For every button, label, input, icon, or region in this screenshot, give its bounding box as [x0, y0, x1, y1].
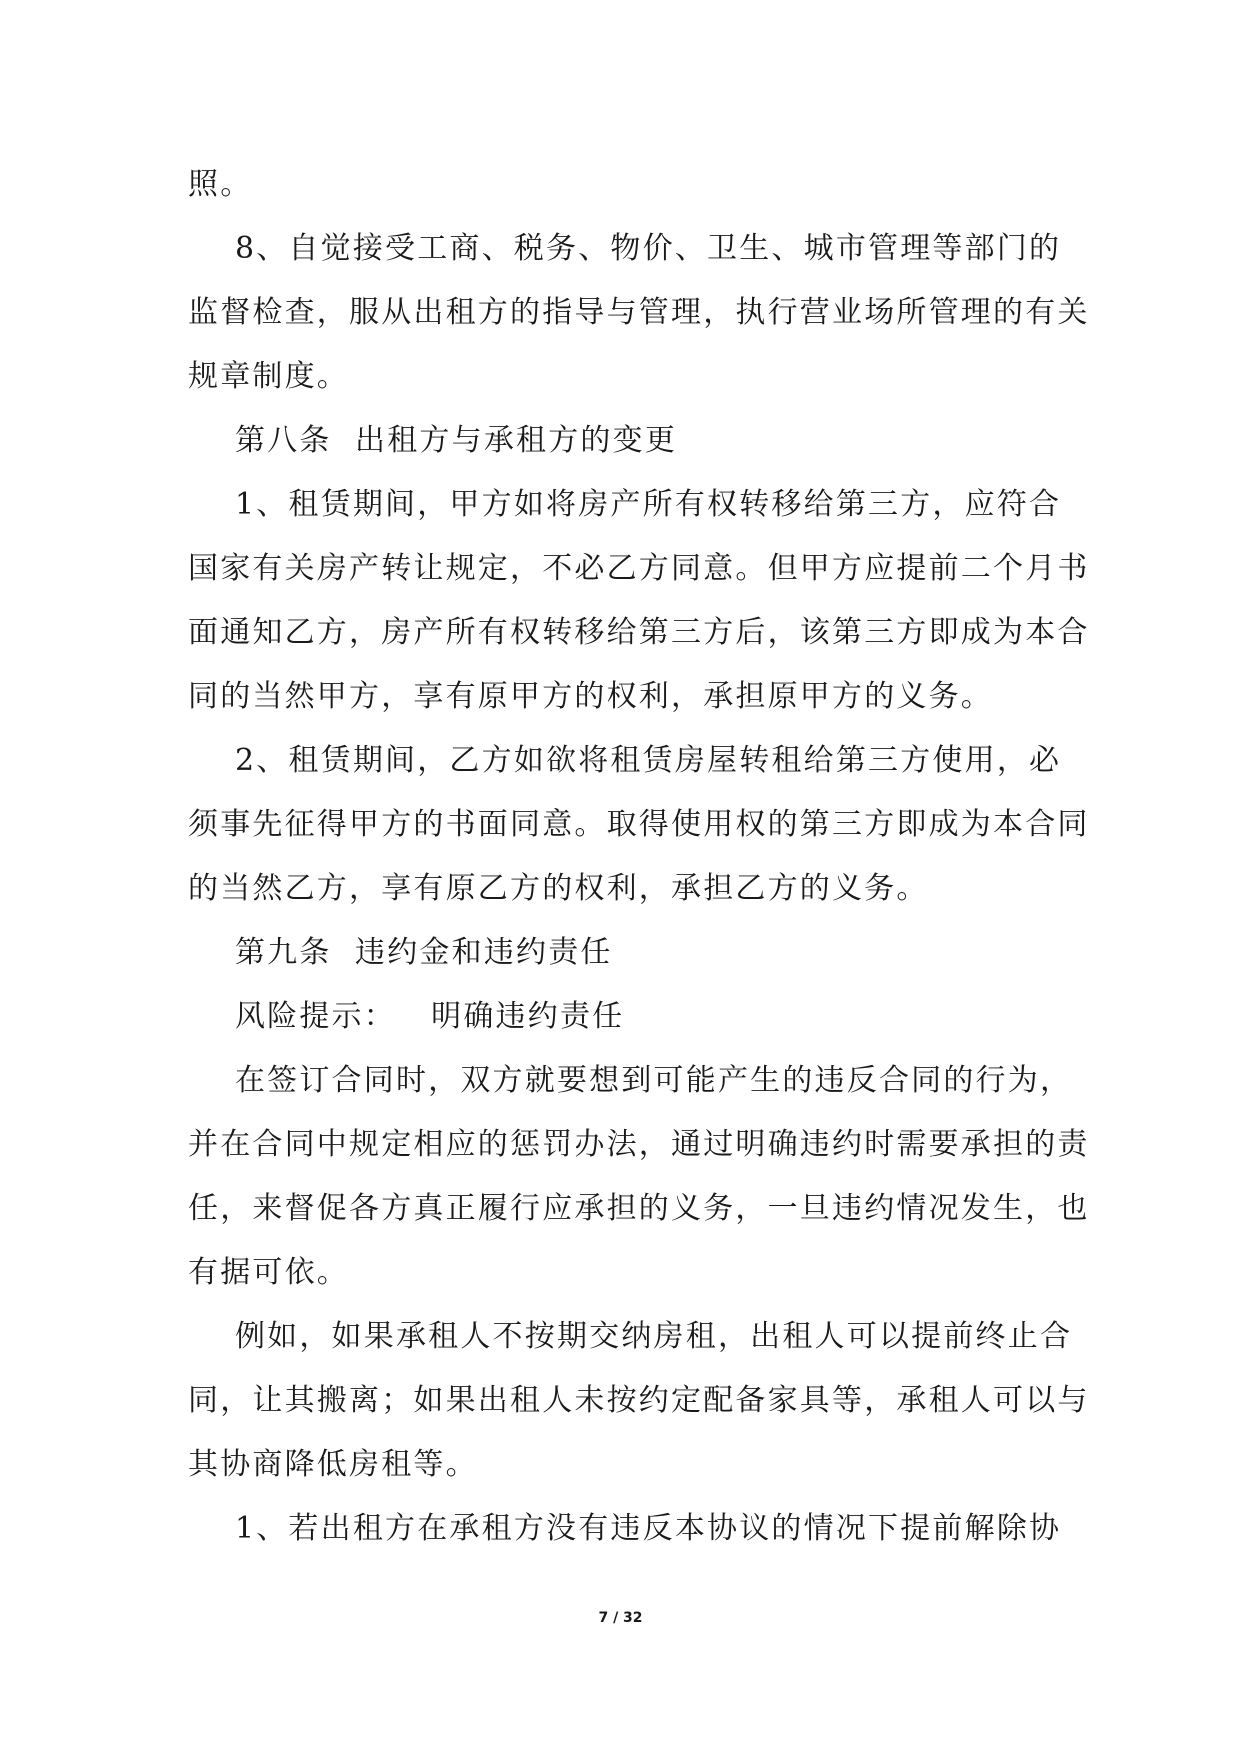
text-line: 同，让其搬离；如果出租人未按约定配备家具等，承租人可以与 — [188, 1383, 1090, 1418]
text-line: 国家有关房产转让规定，不必乙方同意。但甲方应提前二个月书 — [188, 551, 1090, 586]
text-line: 同的当然甲方，享有原甲方的权利，承担原甲方的义务。 — [188, 679, 993, 714]
text-line: 照。 — [188, 167, 253, 202]
text-line: 例如，如果承租人不按期交纳房租，出租人可以提前终止合 — [188, 1319, 1073, 1354]
page-number: 7 / 32 — [598, 1610, 643, 1626]
text-line: 任，来督促各方真正履行应承担的义务，一旦违约情况发生，也 — [188, 1191, 1090, 1226]
text-line: 2、租赁期间，乙方如欲将租赁房屋转租给第三方使用，必 — [188, 743, 1062, 778]
text-line: 面通知乙方，房产所有权转移给第三方后，该第三方即成为本合 — [188, 615, 1090, 650]
text-line: 须事先征得甲方的书面同意。取得使用权的第三方即成为本合同 — [188, 807, 1090, 842]
section-heading: 第八条 出租方与承租方的变更 — [188, 423, 678, 458]
section-heading: 第九条 违约金和违约责任 — [188, 935, 613, 970]
text-line: 1、若出租方在承租方没有违反本协议的情况下提前解除协 — [188, 1511, 1062, 1546]
text-line: 在签订合同时，双方就要想到可能产生的违反合同的行为， — [188, 1063, 1073, 1098]
text-line: 监督检查，服从出租方的指导与管理，执行营业场所管理的有关 — [188, 295, 1090, 330]
text-line: 1、租赁期间，甲方如将房产所有权转移给第三方，应符合 — [188, 487, 1062, 522]
risk-tip-line: 风险提示： 明确违约责任 — [188, 999, 625, 1034]
text-line: 8、自觉接受工商、税务、物价、卫生、城市管理等部门的 — [188, 231, 1062, 266]
text-line: 的当然乙方，享有原乙方的权利，承担乙方的义务。 — [188, 871, 929, 906]
text-line: 有据可依。 — [188, 1255, 349, 1290]
text-line: 其协商降低房租等。 — [188, 1447, 478, 1482]
text-line: 并在合同中规定相应的惩罚办法，通过明确违约时需要承担的责 — [188, 1127, 1090, 1162]
text-line: 规章制度。 — [188, 359, 349, 394]
document-body — [188, 153, 1090, 1561]
